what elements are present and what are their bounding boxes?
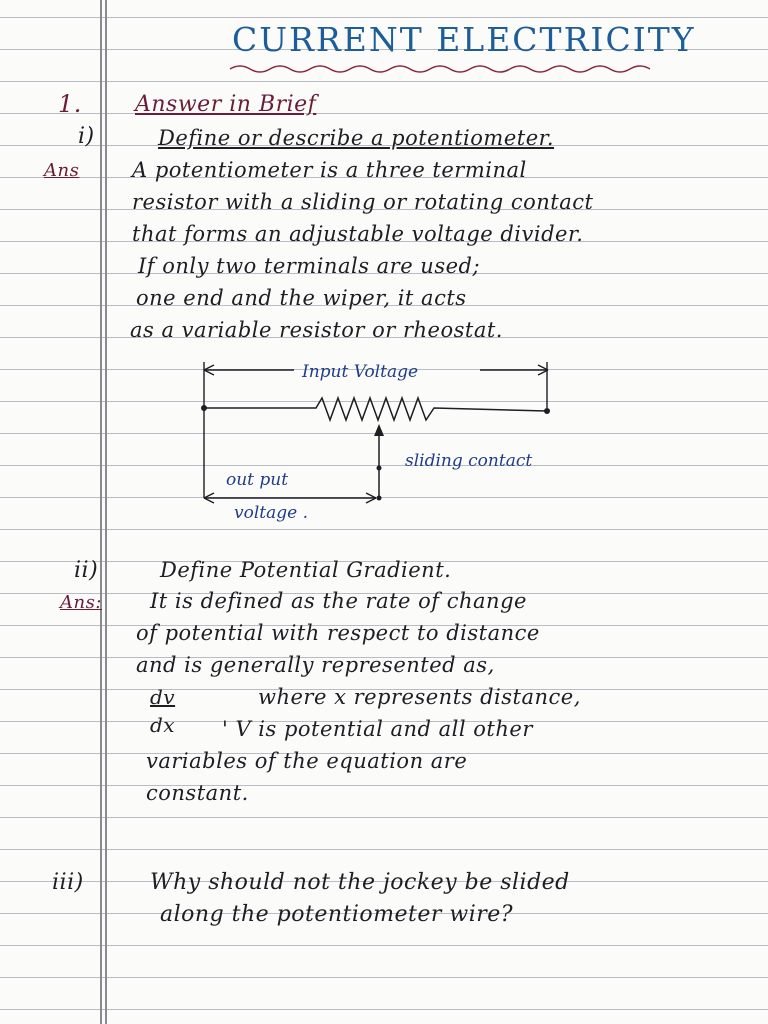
question-number: ii) [74, 558, 99, 583]
margin-line [105, 0, 107, 1024]
question-number: iii) [52, 870, 84, 895]
answer-label: Ans [44, 160, 80, 181]
potentiometer-diagram [190, 358, 590, 528]
section-heading: Answer in Brief [135, 92, 317, 117]
sliding-contact-label: sliding contact [405, 451, 533, 471]
output-label-2: voltage . [234, 503, 308, 523]
answer-line: and is generally represented as, [136, 653, 495, 677]
answer-line: where x represents distance, [258, 685, 581, 709]
answer-line: variables of the equation are [146, 749, 468, 773]
answer-line: of potential with respect to distance [136, 621, 540, 645]
question-line: Why should not the jockey be slided [150, 870, 570, 895]
question-text: Define or describe a potentiometer. [158, 126, 555, 150]
input-voltage-label: Input Voltage [302, 362, 419, 382]
answer-line: If only two terminals are used; [138, 254, 481, 278]
fraction-denominator: dx [150, 713, 176, 737]
section-number: 1. [58, 90, 82, 118]
title-underline [228, 62, 668, 76]
resistor-zigzag [204, 398, 547, 420]
page-title: CURRENT ELECTRICITY [232, 20, 696, 59]
answer-line: ' V is potential and all other [222, 717, 533, 741]
margin-line [100, 0, 102, 1024]
question-number: i) [78, 124, 95, 149]
answer-label: Ans: [60, 592, 102, 613]
question-text: Define Potential Gradient. [160, 558, 452, 582]
answer-line: constant. [146, 781, 249, 805]
answer-line: It is defined as the rate of change [150, 589, 527, 613]
wiper-arrowhead [374, 424, 384, 436]
fraction-numerator: dv [150, 685, 176, 709]
answer-line: as a variable resistor or rheostat. [130, 318, 503, 342]
output-label-1: out put [226, 470, 289, 490]
answer-line: resistor with a sliding or rotating contact [132, 190, 594, 214]
question-line: along the potentiometer wire? [160, 902, 514, 927]
answer-line: one end and the wiper, it acts [136, 286, 467, 310]
answer-line: A potentiometer is a three terminal [132, 158, 527, 182]
answer-line: that forms an adjustable voltage divider. [132, 222, 584, 246]
